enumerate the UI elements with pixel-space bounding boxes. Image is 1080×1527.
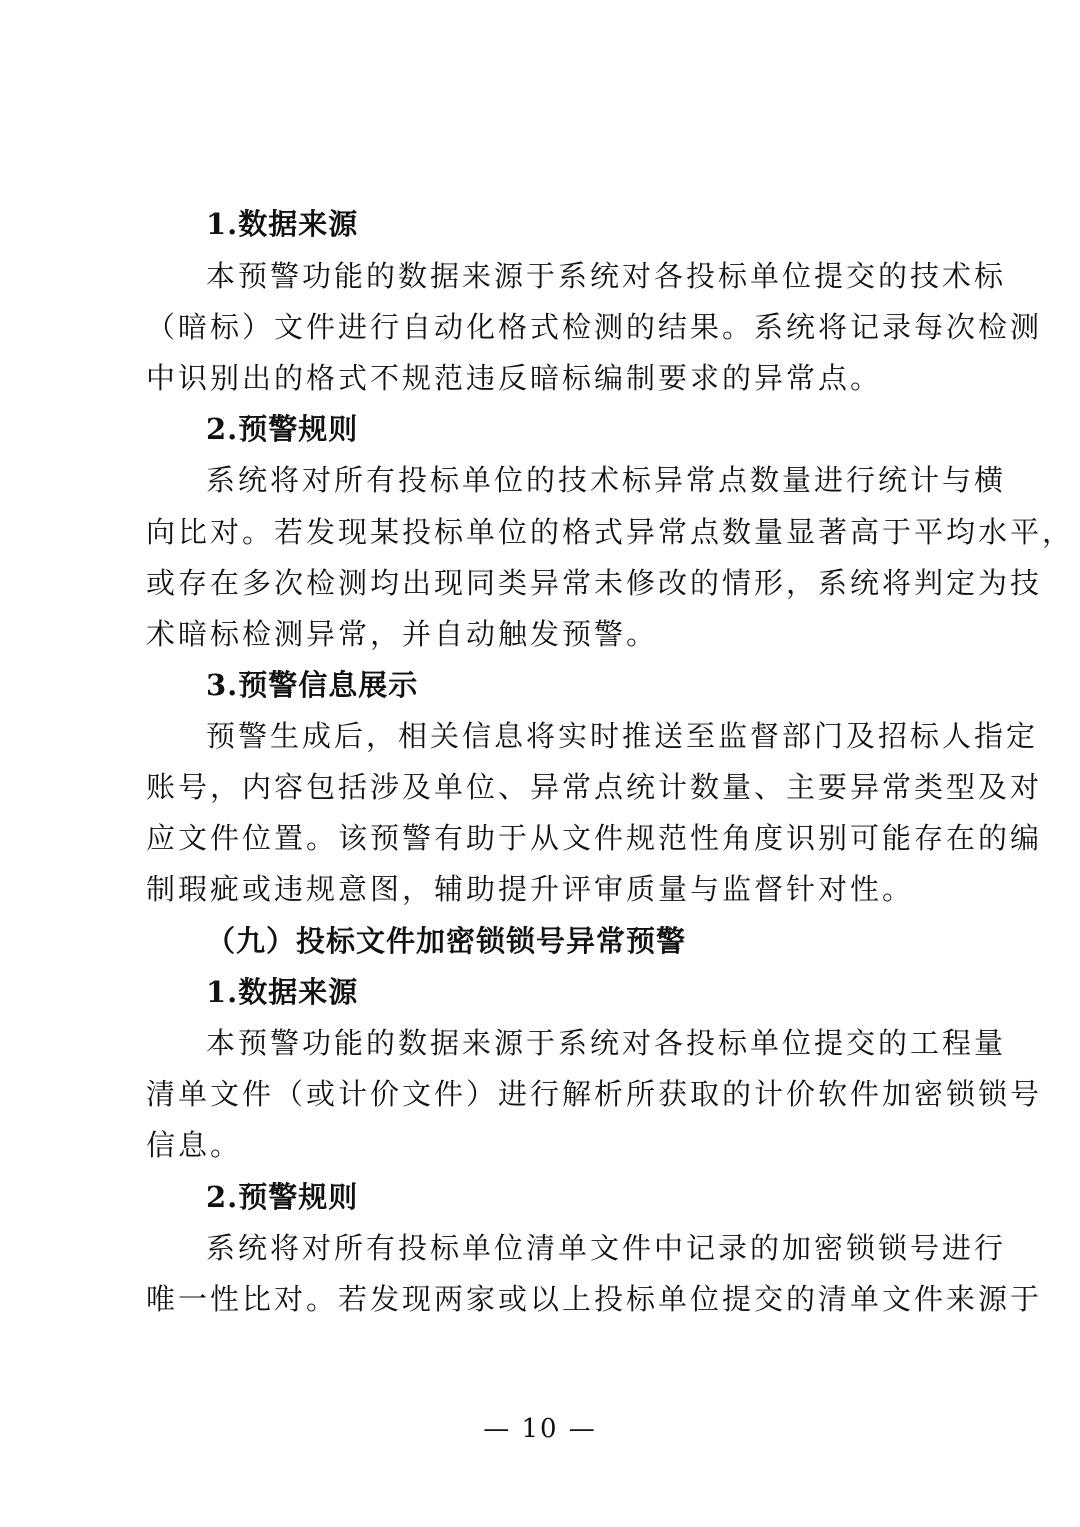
paragraph-line: 信息。 [146, 1128, 243, 1162]
paragraph-line: 系统将对所有投标单位清单文件中记录的加密锁锁号进行 [206, 1231, 1007, 1265]
paragraph-line: 预警生成后，相关信息将实时推送至监督部门及招标人指定 [206, 719, 1039, 753]
paragraph-line: 本预警功能的数据来源于系统对各投标单位提交的技术标 [206, 259, 1007, 293]
paragraph-line: 向比对。若发现某投标单位的格式异常点数量显著高于平均水平， [146, 515, 1075, 549]
paragraph-line: 中识别出的格式不规范违反暗标编制要求的异常点。 [146, 361, 883, 395]
paragraph-line: 清单文件（或计价文件）进行解析所获取的计价软件加密锁锁号 [146, 1077, 1043, 1111]
chapter-heading-lock-number: （九）投标文件加密锁锁号异常预警 [206, 924, 687, 958]
section-heading-data-source: 1.数据来源 [206, 975, 359, 1009]
paragraph-line: 系统将对所有投标单位的技术标异常点数量进行统计与横 [206, 463, 1007, 497]
section-heading-warning-rules: 2.预警规则 [206, 1180, 359, 1214]
paragraph-line: 制瑕疵或违规意图，辅助提升评审质量与监督针对性。 [146, 872, 915, 906]
paragraph-line: 账号，内容包括涉及单位、异常点统计数量、主要异常类型及对 [146, 770, 1043, 804]
section-heading-warning-display: 3.预警信息展示 [206, 668, 419, 702]
paragraph-line: 本预警功能的数据来源于系统对各投标单位提交的工程量 [206, 1026, 1007, 1060]
section-heading-warning-rules: 2.预警规则 [206, 412, 359, 446]
section-heading-data-source: 1.数据来源 [206, 207, 359, 241]
paragraph-line: （暗标）文件进行自动化格式检测的结果。系统将记录每次检测 [146, 310, 1043, 344]
paragraph-line: 应文件位置。该预警有助于从文件规范性角度识别可能存在的编 [146, 821, 1043, 855]
paragraph-line: 术暗标检测异常，并自动触发预警。 [146, 617, 659, 651]
page-number: — 10 — [483, 1414, 597, 1444]
paragraph-line: 或存在多次检测均出现同类异常未修改的情形，系统将判定为技 [146, 566, 1043, 600]
paragraph-line: 唯一性比对。若发现两家或以上投标单位提交的清单文件来源于 [146, 1282, 1043, 1316]
